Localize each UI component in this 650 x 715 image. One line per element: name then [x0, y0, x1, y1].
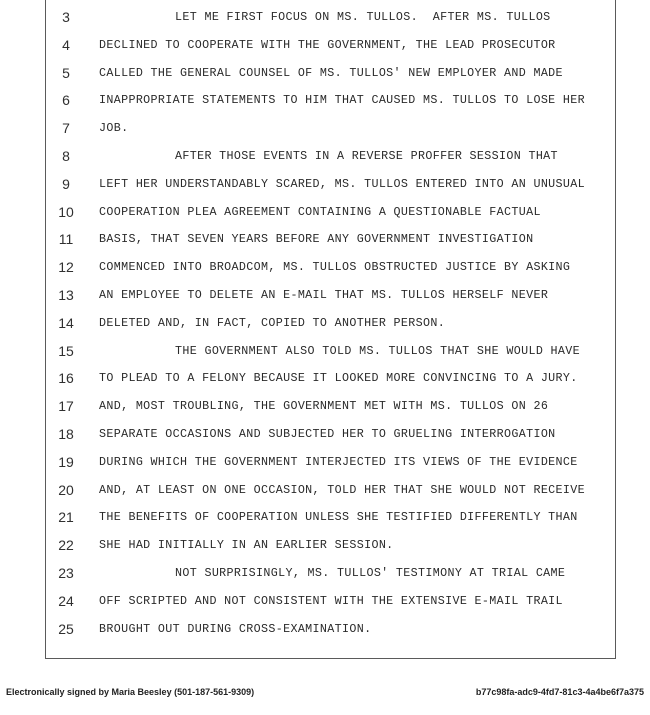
transcript-line	[46, 621, 615, 649]
line-number: 16	[58, 370, 74, 387]
line-text: OFF SCRIPTED AND NOT CONSISTENT WITH THE EXTENSIVE E-MAIL TRAIL	[99, 593, 563, 608]
transcript-line	[46, 287, 615, 315]
line-number: 24	[58, 592, 74, 609]
line-number: 5	[62, 64, 70, 81]
line-text: NOT SURPRISINGLY, MS. TULLOS' TESTIMONY AT TRIAL CAME	[175, 566, 566, 580]
line-text: AFTER THOSE EVENTS IN A REVERSE PROFFER SESSION THAT	[175, 149, 558, 163]
line-text: AND, MOST TROUBLING, THE GOVERNMENT MET WITH MS. TULLOS ON 26	[99, 399, 549, 414]
line-text: LEFT HER UNDERSTANDABLY SCARED, MS. TULLOS ENTERED INTO AN UNUSUAL	[99, 176, 585, 191]
line-number: 19	[58, 453, 74, 470]
line-text: DECLINED TO COOPERATE WITH THE GOVERNMENT, THE LEAD PROSECUTOR	[99, 37, 556, 52]
line-text: BASIS, THAT SEVEN YEARS BEFORE ANY GOVERNMENT INVESTIGATION	[99, 232, 534, 247]
document-id: b77c98fa-adc9-4fd7-81c3-4a4be6f7a375	[475, 687, 644, 697]
line-number: 13	[58, 287, 74, 303]
transcript-line	[46, 9, 615, 37]
transcript-line	[46, 120, 615, 148]
transcript-line	[46, 565, 615, 593]
transcript-line	[46, 37, 615, 65]
transcript-line	[46, 259, 615, 287]
transcript-line	[46, 204, 615, 232]
line-number: 12	[58, 259, 74, 276]
line-number: 9	[62, 175, 70, 192]
line-text: SEPARATE OCCASIONS AND SUBJECTED HER TO GRUELING INTERROGATION	[99, 427, 556, 441]
line-number: 3	[62, 9, 70, 25]
line-number: 18	[58, 426, 74, 442]
transcript-page	[45, 0, 616, 659]
transcript-line	[46, 343, 615, 371]
line-number: 6	[62, 92, 70, 109]
transcript-line	[46, 92, 615, 120]
line-text: AND, AT LEAST ON ONE OCCASION, TOLD HER THAT SHE WOULD NOT RECEIVE	[99, 482, 585, 497]
transcript-line	[46, 398, 615, 426]
line-number: 15	[58, 342, 74, 359]
transcript-line	[46, 65, 615, 93]
transcript-line	[46, 482, 615, 510]
transcript-line	[46, 176, 615, 204]
line-text: INAPPROPRIATE STATEMENTS TO HIM THAT CAUSED MS. TULLOS TO LOSE HER	[99, 93, 585, 108]
transcript-line	[46, 426, 615, 454]
transcript-line	[46, 148, 615, 176]
line-number: 25	[58, 620, 74, 637]
line-number: 10	[58, 203, 74, 220]
line-text: BROUGHT OUT DURING CROSS-EXAMINATION.	[99, 621, 372, 636]
transcript-line	[46, 537, 615, 565]
line-number: 4	[62, 36, 70, 53]
line-text: DURING WHICH THE GOVERNMENT INTERJECTED ITS VIEWS OF THE EVIDENCE	[99, 454, 578, 469]
electronic-signature: Electronically signed by Maria Beesley (501-187-561-9309)	[6, 687, 255, 697]
transcript-line	[46, 370, 615, 398]
line-text: COMMENCED INTO BROADCOM, MS. TULLOS OBSTRUCTED JUSTICE BY ASKING	[99, 260, 571, 275]
line-text: AN EMPLOYEE TO DELETE AN E-MAIL THAT MS. TULLOS HERSELF NEVER	[99, 288, 549, 302]
transcript-line	[46, 231, 615, 259]
line-text: COOPERATION PLEA AGREEMENT CONTAINING A QUESTIONABLE FACTUAL	[99, 204, 541, 219]
line-text: CALLED THE GENERAL COUNSEL OF MS. TULLOS' NEW EMPLOYER AND MADE	[99, 65, 563, 80]
transcript-line	[46, 509, 615, 537]
line-number: 8	[62, 148, 70, 164]
line-text: DELETED AND, IN FACT, COPIED TO ANOTHER PERSON.	[99, 315, 446, 330]
transcript-line	[46, 593, 615, 621]
line-number: 14	[58, 314, 74, 331]
line-text: TO PLEAD TO A FELONY BECAUSE IT LOOKED MORE CONVINCING TO A JURY.	[99, 371, 578, 386]
line-number: 11	[58, 231, 74, 248]
line-text: THE BENEFITS OF COOPERATION UNLESS SHE TESTIFIED DIFFERENTLY THAN	[99, 510, 578, 525]
line-number: 22	[58, 537, 74, 554]
line-number: 23	[58, 565, 74, 581]
line-text: THE GOVERNMENT ALSO TOLD MS. TULLOS THAT SHE WOULD HAVE	[175, 343, 580, 358]
line-number: 20	[58, 481, 74, 498]
line-text: JOB.	[99, 121, 129, 136]
line-number: 21	[58, 509, 74, 526]
transcript-line	[46, 315, 615, 343]
transcript-line	[46, 454, 615, 482]
line-number: 17	[58, 398, 74, 415]
line-text: SHE HAD INITIALLY IN AN EARLIER SESSION.	[99, 538, 394, 553]
line-text: LET ME FIRST FOCUS ON MS. TULLOS. AFTER MS. TULLOS	[175, 10, 551, 24]
line-number: 7	[62, 120, 70, 137]
